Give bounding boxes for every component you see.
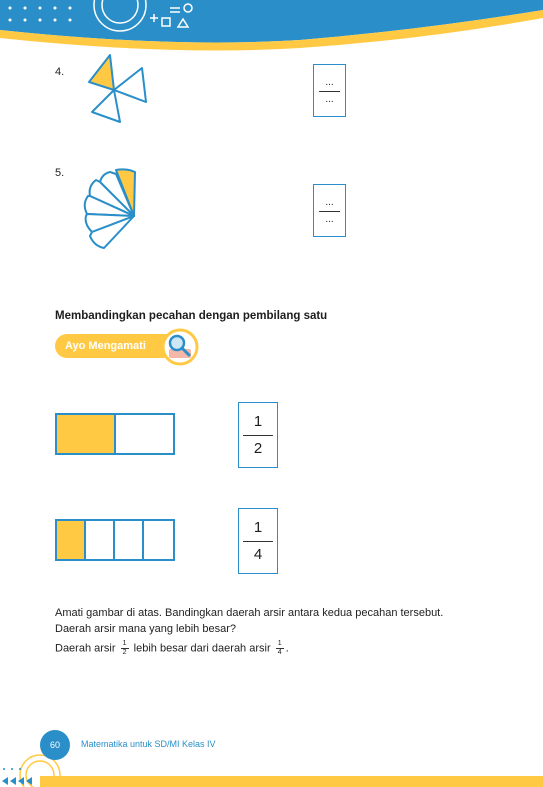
shaded-part	[57, 521, 86, 559]
numerator: 1	[122, 640, 127, 647]
section-title: Membandingkan pecahan dengan pembilang satu	[55, 310, 328, 322]
fraction-label-box	[238, 508, 278, 574]
fan-petals-icon	[82, 166, 142, 252]
fraction-line	[243, 541, 273, 542]
numerator: 1	[253, 518, 263, 536]
numerator: ...	[325, 196, 334, 208]
shaded-part	[57, 415, 116, 453]
unshaded-part	[144, 521, 173, 559]
denominator: 4	[277, 648, 282, 656]
text: Daerah arsir	[55, 642, 116, 655]
fraction-line	[319, 91, 340, 92]
paragraph-line: Daerah arsir mana yang lebih besar?	[55, 623, 236, 635]
fraction-answer-box[interactable]	[313, 184, 346, 237]
denominator: ...	[325, 213, 334, 225]
badge-label: Ayo Mengamati	[65, 340, 146, 352]
footer-band	[40, 776, 543, 787]
inline-fraction	[276, 640, 284, 657]
numerator: ...	[325, 76, 334, 88]
book-title: Matematika untuk SD/MI Kelas IV	[81, 739, 216, 749]
fraction-line	[243, 435, 273, 436]
item-number: 4.	[55, 66, 65, 78]
header-decoration	[0, 0, 543, 60]
page-number: 60	[49, 740, 60, 750]
inline-fraction	[121, 640, 129, 657]
triangle-pinwheel-icon	[84, 52, 148, 126]
ayo-mengamati-badge	[55, 334, 173, 358]
denominator: 2	[122, 648, 127, 656]
unshaded-part	[86, 521, 115, 559]
page-number-badge	[40, 730, 70, 760]
magnifier-icon	[160, 327, 200, 367]
item-number: 5.	[55, 167, 65, 179]
fraction-answer-box[interactable]	[313, 64, 346, 117]
denominator: 4	[253, 546, 263, 564]
fraction-bar-half	[55, 413, 175, 455]
paragraph-line: Amati gambar di atas. Bandingkan daerah arsir antara kedua pecahan tersebut.	[55, 607, 444, 619]
text: .	[285, 642, 289, 655]
fraction-label-box	[238, 402, 278, 468]
denominator: ...	[325, 93, 334, 105]
text: lebih besar dari daerah arsir	[133, 642, 271, 655]
numerator: 1	[277, 640, 282, 647]
denominator: 2	[253, 440, 263, 458]
paragraph-line	[55, 640, 289, 657]
fraction-bar-quarter	[55, 519, 175, 561]
fraction-line	[319, 211, 340, 212]
numerator: 1	[253, 412, 263, 430]
unshaded-part	[115, 521, 144, 559]
unshaded-part	[116, 415, 173, 453]
